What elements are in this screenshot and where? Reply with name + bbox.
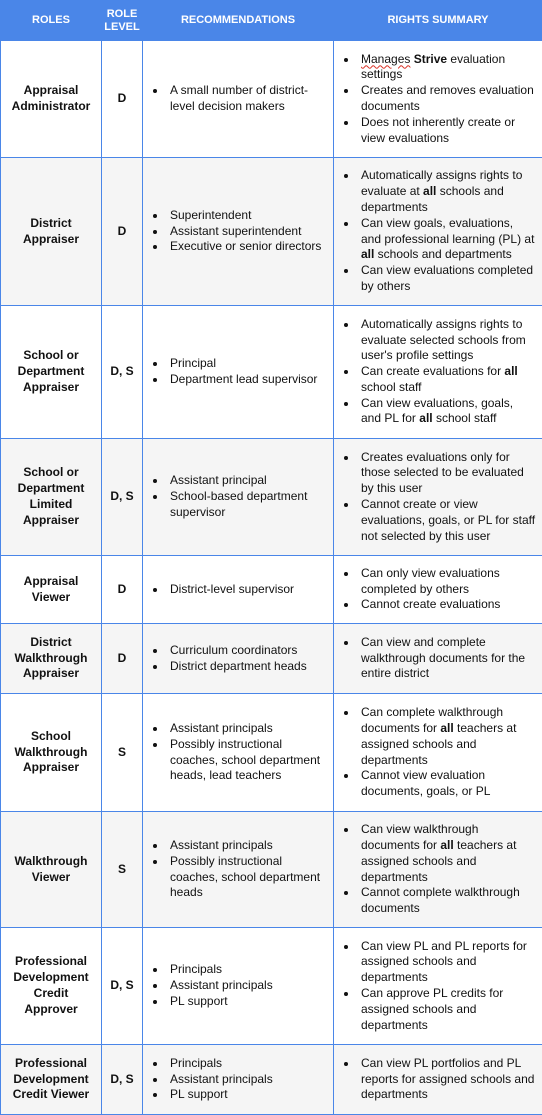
header-recommendations: RECOMMENDATIONS	[143, 1, 334, 41]
role-level: S	[102, 694, 143, 812]
rights-item	[361, 263, 536, 295]
rights-text: school staff	[433, 411, 497, 425]
recommendation-item: Executive or senior directors	[170, 239, 325, 255]
rights-item	[361, 635, 536, 682]
rights-text: schools and departments	[361, 184, 504, 214]
rights-text: teachers at assigned schools and departments	[361, 838, 516, 884]
rights-text: Can view and complete walkthrough documents for the entire district	[361, 635, 525, 681]
recommendation-item: Assistant principals	[170, 838, 325, 854]
rights-item	[361, 168, 536, 215]
recommendations-list	[143, 83, 333, 115]
role-level: D	[102, 41, 143, 158]
table-row	[1, 694, 542, 812]
recommendation-item: Assistant principals	[170, 978, 325, 994]
rights-text: Creates and removes evaluation documents	[361, 83, 534, 113]
recommendation-item: PL support	[170, 994, 325, 1010]
rights-summary-cell	[334, 306, 542, 439]
recommendation-item: Possibly instructional coaches, school department heads	[170, 854, 325, 901]
rights-list	[334, 822, 542, 917]
recommendation-item: A small number of district-level decision makers	[170, 83, 325, 115]
emphasis-text: all	[504, 364, 517, 378]
role-name: District Appraiser	[1, 158, 102, 306]
rights-item	[361, 885, 536, 917]
rights-text: Can approve PL credits for assigned schools and departments	[361, 986, 503, 1032]
rights-text: Can create evaluations for	[361, 364, 504, 378]
table-row	[1, 41, 542, 158]
rights-summary-cell	[334, 928, 542, 1045]
rights-list	[334, 705, 542, 800]
recommendations-cell	[143, 306, 334, 439]
rights-item	[361, 364, 536, 396]
recommendations-cell	[143, 1045, 334, 1115]
rights-text: Manages	[361, 52, 410, 66]
table-row	[1, 439, 542, 556]
rights-summary-cell	[334, 812, 542, 928]
recommendations-list	[143, 838, 333, 901]
emphasis-text: all	[361, 247, 374, 261]
rights-summary-cell	[334, 158, 542, 306]
rights-text: Can view evaluations, goals, and PL for	[361, 396, 513, 426]
recommendations-list	[143, 962, 333, 1009]
recommendation-item: School-based department supervisor	[170, 489, 325, 521]
rights-text: Does not inherently create or view evaluations	[361, 115, 515, 145]
recommendations-cell	[143, 556, 334, 624]
emphasis-text: Strive	[414, 52, 447, 66]
recommendations-cell	[143, 439, 334, 556]
rights-summary-cell	[334, 1045, 542, 1115]
recommendation-item: District-level supervisor	[170, 582, 325, 598]
rights-item	[361, 115, 536, 147]
recommendation-item: PL support	[170, 1087, 325, 1103]
rights-list	[334, 168, 542, 294]
emphasis-text: all	[419, 411, 432, 425]
rights-item	[361, 216, 536, 263]
role-level: D	[102, 556, 143, 624]
recommendations-cell	[143, 41, 334, 158]
table-row	[1, 158, 542, 306]
role-level: D	[102, 624, 143, 694]
role-level: S	[102, 812, 143, 928]
rights-list	[334, 52, 542, 147]
recommendations-cell	[143, 624, 334, 694]
rights-text: Cannot view evaluation documents, goals, or PL	[361, 768, 490, 798]
table-row	[1, 624, 542, 694]
rights-summary-cell	[334, 624, 542, 694]
rights-item	[361, 986, 536, 1033]
recommendations-list	[143, 473, 333, 520]
rights-text: Can complete walkthrough documents for	[361, 705, 503, 735]
rights-text: schools and departments	[374, 247, 511, 261]
header-rights-summary: RIGHTS SUMMARY	[334, 1, 542, 41]
rights-text: Creates evaluations only for those selected to be evaluated by this user	[361, 450, 524, 496]
rights-text: Automatically assigns rights to evaluate at	[361, 168, 522, 198]
rights-text: Can view evaluations completed by others	[361, 263, 533, 293]
rights-text: Cannot create evaluations	[361, 597, 500, 611]
header-role-level: ROLE LEVEL	[102, 1, 143, 41]
rights-text: teachers at assigned schools and departments	[361, 721, 516, 767]
rights-item	[361, 83, 536, 115]
recommendations-list	[143, 208, 333, 255]
rights-list	[334, 566, 542, 613]
rights-item	[361, 497, 536, 544]
role-level: D, S	[102, 1045, 143, 1115]
rights-item	[361, 939, 536, 986]
table-body	[1, 41, 542, 1115]
role-name: School or Department Appraiser	[1, 306, 102, 439]
rights-item	[361, 450, 536, 497]
recommendation-item: Department lead supervisor	[170, 372, 325, 388]
role-name: Walkthrough Viewer	[1, 812, 102, 928]
role-name: Professional Development Credit Approver	[1, 928, 102, 1045]
rights-item	[361, 822, 536, 885]
table-row	[1, 812, 542, 928]
rights-item	[361, 317, 536, 364]
role-name: Professional Development Credit Viewer	[1, 1045, 102, 1115]
rights-text: Can view PL portfolios and PL reports for assigned schools and departments	[361, 1056, 534, 1102]
rights-text: Can only view evaluations completed by others	[361, 566, 500, 596]
recommendation-item: Assistant principals	[170, 1072, 325, 1088]
emphasis-text: all	[423, 184, 436, 198]
rights-text: Can view walkthrough documents for	[361, 822, 478, 852]
header-roles: ROLES	[1, 1, 102, 41]
rights-text: Can view PL and PL reports for assigned schools and departments	[361, 939, 527, 985]
role-level: D	[102, 158, 143, 306]
recommendations-list	[143, 721, 333, 784]
recommendations-cell	[143, 158, 334, 306]
recommendations-list	[143, 582, 333, 598]
table-row	[1, 556, 542, 624]
recommendation-item: District department heads	[170, 659, 325, 675]
rights-list	[334, 635, 542, 682]
rights-item	[361, 52, 536, 84]
recommendations-list	[143, 356, 333, 388]
rights-summary-cell	[334, 41, 542, 158]
recommendation-item: Possibly instructional coaches, school department heads, lead teachers	[170, 737, 325, 784]
recommendations-list	[143, 1056, 333, 1103]
table-row	[1, 928, 542, 1045]
rights-text: Can view goals, evaluations, and professional learning (PL) at	[361, 216, 534, 246]
rights-item	[361, 566, 536, 598]
recommendations-cell	[143, 812, 334, 928]
rights-item	[361, 768, 536, 800]
table-header	[1, 1, 542, 41]
rights-item	[361, 705, 536, 768]
recommendation-item: Principals	[170, 1056, 325, 1072]
rights-item	[361, 597, 536, 613]
recommendation-item: Curriculum coordinators	[170, 643, 325, 659]
rights-item	[361, 396, 536, 428]
recommendation-item: Assistant superintendent	[170, 224, 325, 240]
role-name: School or Department Limited Appraiser	[1, 439, 102, 556]
rights-text: Automatically assigns rights to evaluate selected schools from user's profile settings	[361, 317, 526, 363]
rights-text: Cannot create or view evaluations, goals, or PL for staff not selected by this user	[361, 497, 535, 543]
rights-text: Cannot complete walkthrough documents	[361, 885, 520, 915]
recommendations-list	[143, 643, 333, 675]
emphasis-text: all	[440, 721, 453, 735]
rights-list	[334, 939, 542, 1034]
recommendations-cell	[143, 928, 334, 1045]
role-name: School Walkthrough Appraiser	[1, 694, 102, 812]
role-level: D, S	[102, 306, 143, 439]
recommendation-item: Superintendent	[170, 208, 325, 224]
rights-text: school staff	[361, 380, 421, 394]
rights-text: evaluation settings	[361, 52, 505, 82]
role-name: Appraisal Viewer	[1, 556, 102, 624]
rights-summary-cell	[334, 439, 542, 556]
table-row	[1, 306, 542, 439]
recommendation-item: Assistant principals	[170, 721, 325, 737]
table-row	[1, 1045, 542, 1115]
recommendation-item: Assistant principal	[170, 473, 325, 489]
rights-summary-cell	[334, 694, 542, 812]
recommendation-item: Principal	[170, 356, 325, 372]
role-name: Appraisal Administrator	[1, 41, 102, 158]
emphasis-text: all	[440, 838, 453, 852]
rights-list	[334, 450, 542, 545]
rights-item	[361, 1056, 536, 1103]
role-name: District Walkthrough Appraiser	[1, 624, 102, 694]
role-level: D, S	[102, 439, 143, 556]
header-row	[1, 1, 542, 41]
rights-list	[334, 1056, 542, 1103]
recommendations-cell	[143, 694, 334, 812]
role-level: D, S	[102, 928, 143, 1045]
rights-summary-cell	[334, 556, 542, 624]
recommendation-item: Principals	[170, 962, 325, 978]
rights-list	[334, 317, 542, 428]
